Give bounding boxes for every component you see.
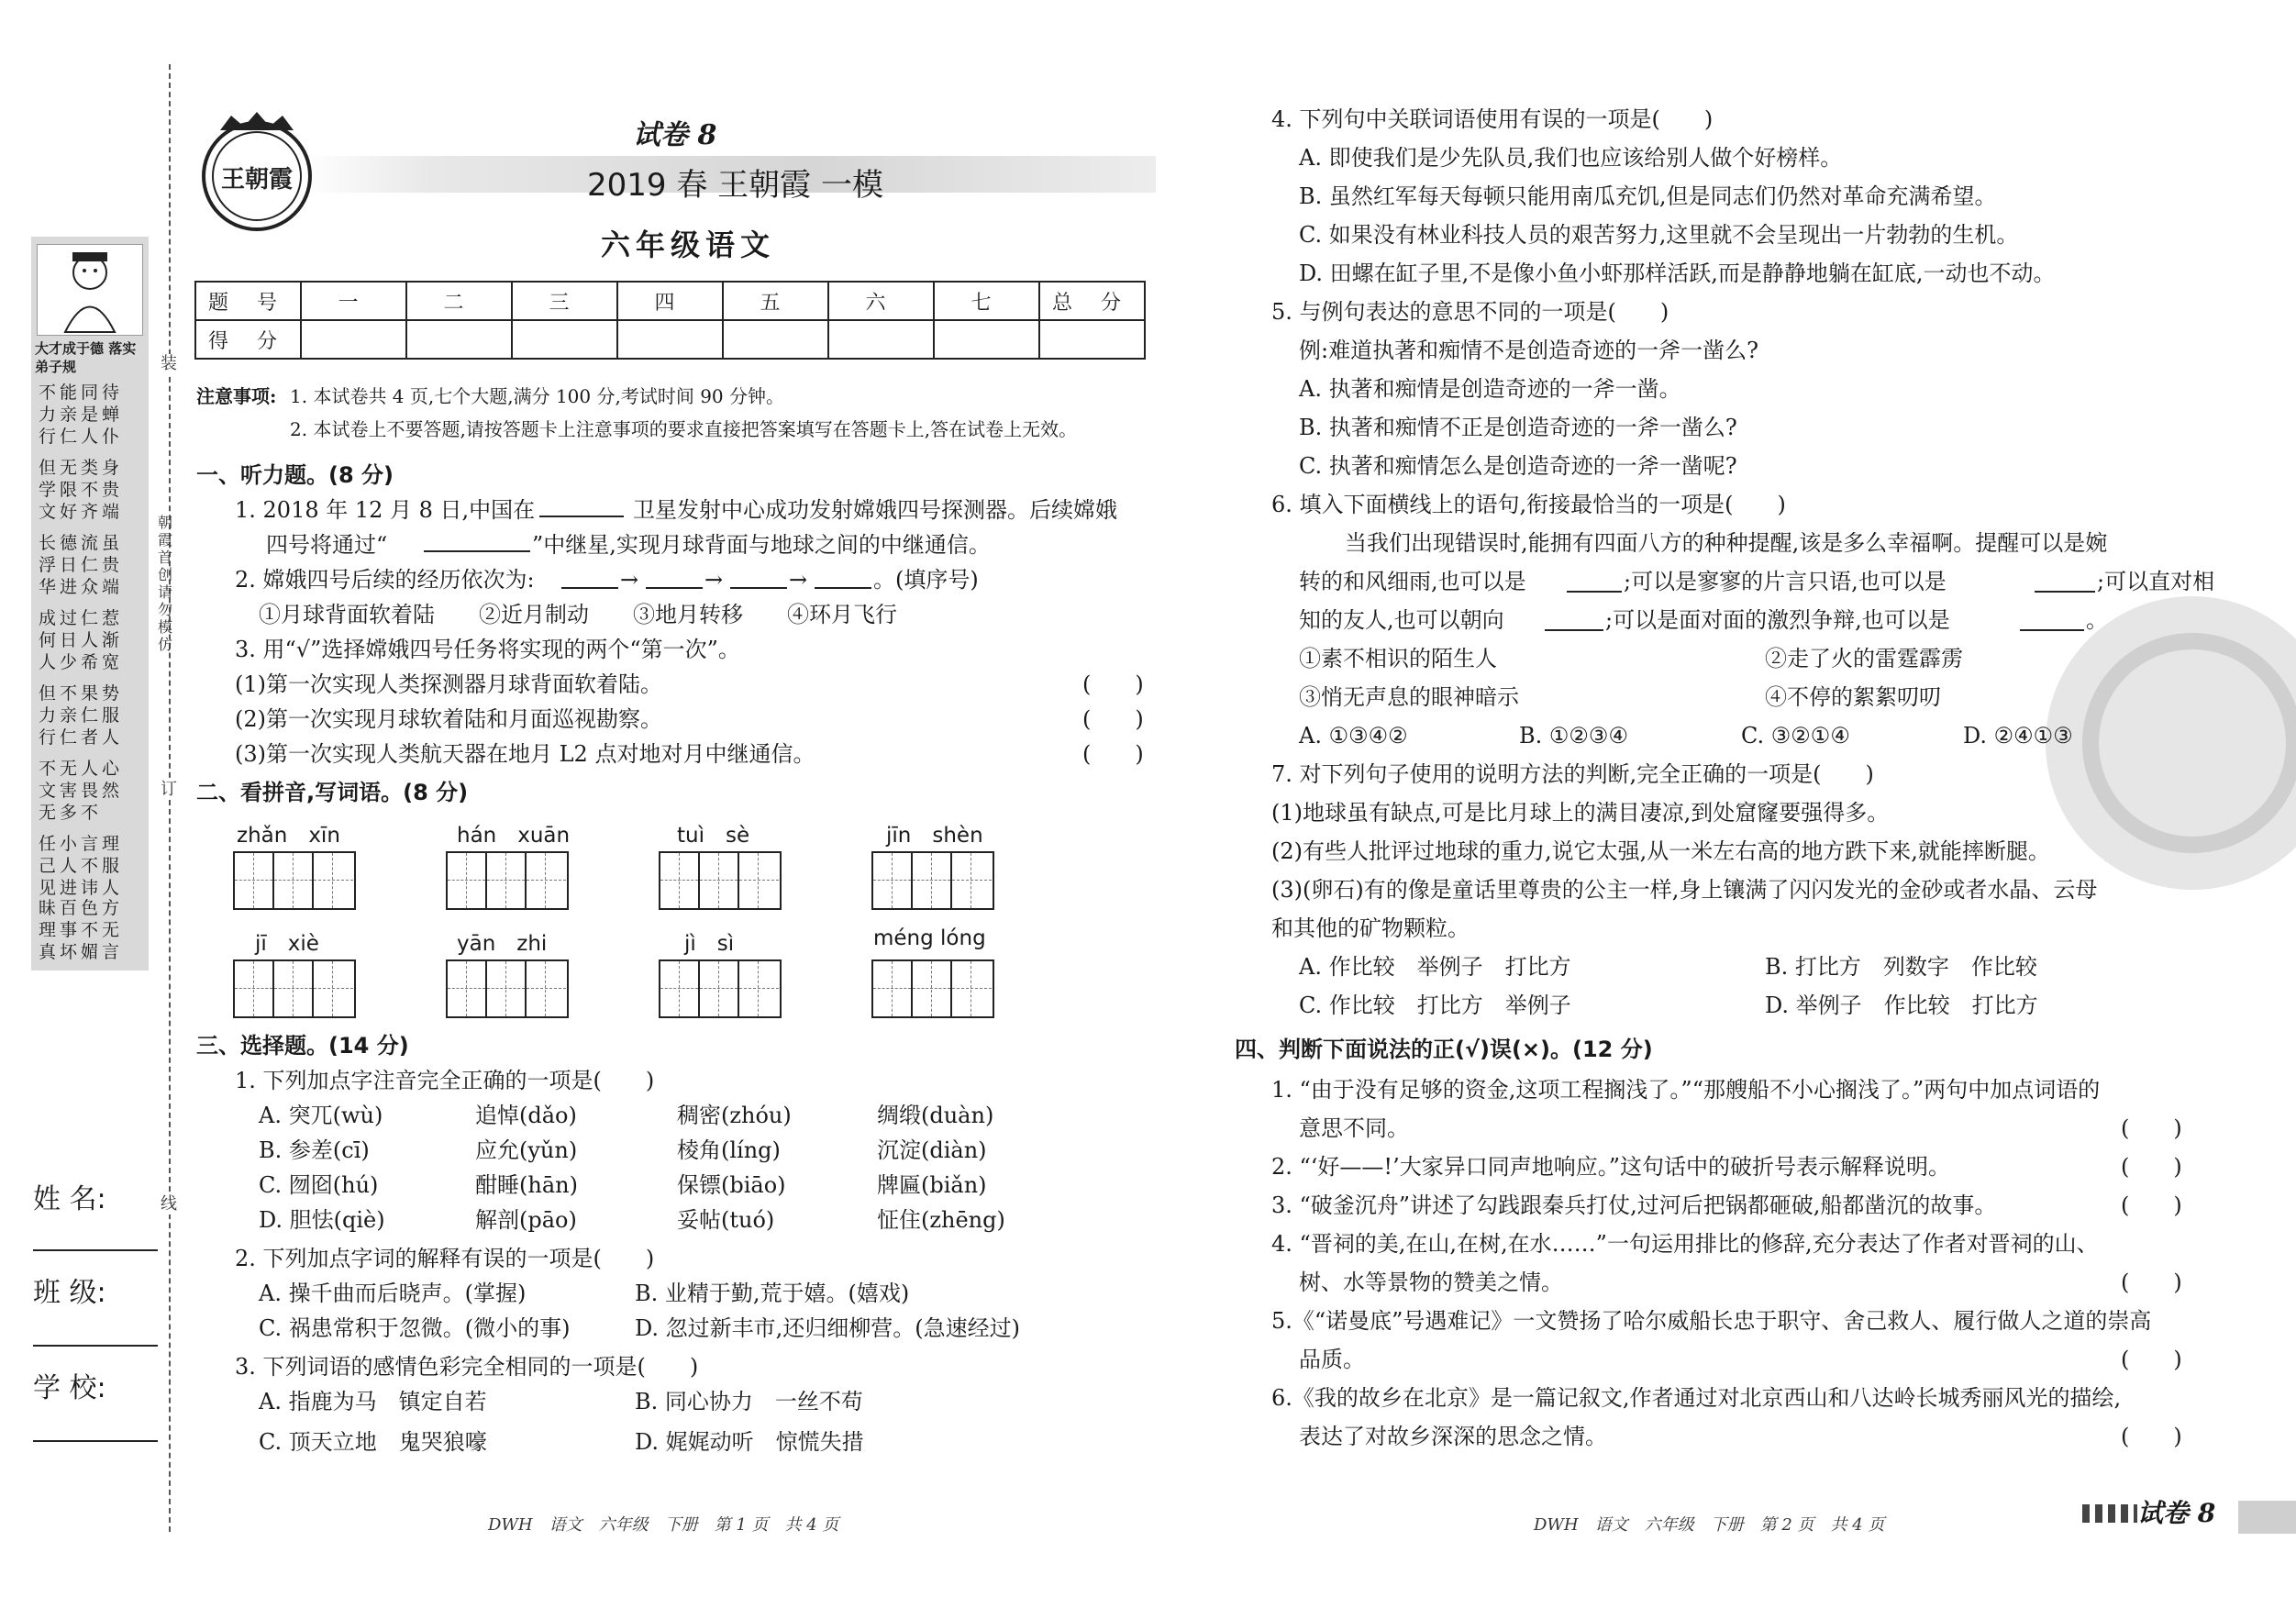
logo: [194, 110, 319, 235]
passage-text: ;可以是寥寥的片言只语,也可以是: [1624, 569, 1947, 594]
pinyin-label: zhǎn xīn: [237, 824, 340, 848]
subject-title: 六年级语文: [600, 227, 775, 262]
motto-group: 长德流虽 浮日仁贵 华进众端: [39, 533, 124, 597]
choice: D. ②④①③: [1963, 723, 2073, 749]
pinyin-label: jīn shèn: [886, 824, 983, 848]
passage-text: 转的和风细雨,也可以是: [1299, 569, 1526, 594]
corner-decoration: [2082, 1504, 2137, 1523]
answer-blank[interactable]: [1567, 591, 1622, 593]
score-input[interactable]: [828, 320, 934, 359]
option: C. 囫囵(hú): [259, 1172, 379, 1198]
answer-blank[interactable]: [2020, 629, 2084, 631]
question-text: 四号将通过“: [266, 532, 388, 558]
score-value-row: [195, 320, 1145, 359]
choice: B. 打比方 列数字 作比较: [1765, 954, 2037, 980]
statement: 5.《“诺曼底”号遇难记》一文赞扬了哈尔威船长忠于职守、舍己救人、履行做人之道的崇高: [1271, 1308, 2152, 1334]
option: ④不停的絮絮叨叨: [1765, 684, 1941, 710]
class-label: 班 级:: [33, 1277, 106, 1309]
option: B. 同心协力 一丝不苟: [635, 1389, 863, 1414]
option: A. 执著和痴情是创造奇迹的一斧一凿。: [1299, 376, 1681, 402]
answer-paren[interactable]: ( ): [2121, 1347, 2182, 1372]
side-note: 朝霞首创 请勿模仿: [158, 514, 173, 653]
section-title: 四、判断下面说法的正(√)误(×)。(12 分): [1235, 1037, 1653, 1062]
question-text: ”中继星,实现月球背面与地球之间的中继通信。: [532, 532, 991, 558]
page-footer: DWH 语文 六年级 下册 第 1 页 共 4 页: [488, 1515, 839, 1535]
school-label: 学 校:: [33, 1372, 106, 1404]
check-item: (3)第一次实现人类航天器在地月 L2 点对地对月中继通信。: [235, 741, 815, 767]
option: C. 执著和痴情怎么是创造奇迹的一斧一凿呢?: [1299, 453, 1737, 479]
writing-grid[interactable]: [659, 851, 782, 910]
motto-group: 不无人心 文害畏然 无多不: [39, 759, 124, 823]
answer-blank[interactable]: [424, 550, 530, 552]
question-text: 卫星发射中心成功发射嫦娥四号探测器。后续嫦娥: [633, 497, 1117, 523]
passage-text: ;可以直对相: [2097, 569, 2215, 594]
statement: 6.《我的故乡在北京》是一篇记叙文,作者通过对北京西山和八达岭长城秀丽风光的描绘,: [1271, 1385, 2122, 1411]
passage-text: ;可以是面对面的激烈争辩,也可以是: [1605, 607, 1950, 633]
score-cell: 题 号: [195, 282, 301, 320]
question-text: 6. 填入下面横线上的语句,衔接最恰当的一项是( ): [1271, 492, 1786, 517]
motto-group: 任小言理 己人不服 见进讳人: [39, 834, 124, 898]
option: 解剖(pāo): [475, 1207, 577, 1233]
option: 怔住(zhēng): [877, 1207, 1005, 1233]
option: 保镖(biāo): [677, 1172, 786, 1198]
option: 妥帖(tuó): [677, 1207, 775, 1233]
binding-strip: [0, 0, 177, 1597]
section-title: 一、听力题。(8 分): [196, 462, 394, 488]
option: 酣睡(hān): [475, 1172, 578, 1198]
writing-grid[interactable]: [871, 959, 994, 1018]
option: 牌匾(biǎn): [877, 1172, 987, 1198]
score-table: [194, 281, 1146, 360]
option: B. 参差(cī): [259, 1137, 370, 1163]
answer-blank[interactable]: [561, 587, 618, 589]
choice: C. 作比较 打比方 举例子: [1299, 993, 1571, 1018]
answer-blank[interactable]: [646, 587, 703, 589]
paper-number: 试卷 8: [633, 119, 717, 151]
pinyin-label: jì sì: [684, 932, 735, 956]
question-text: 3. 下列词语的感情色彩完全相同的一项是( ): [235, 1354, 699, 1380]
choice: B. ①②③④: [1519, 723, 1628, 749]
score-input[interactable]: [406, 320, 512, 359]
motto-group: 成过仁惹 何日人渐 人少希宽: [39, 608, 124, 672]
pinyin-label: hán xuān: [457, 824, 571, 848]
option: A. 突兀(wù): [259, 1103, 383, 1128]
option: D. 忽过新丰市,还归细柳营。(急速经过): [635, 1315, 1020, 1341]
question-text: 2. 嫦娥四号后续的经历依次为:: [235, 567, 535, 593]
statement: 表达了对故乡深深的思念之情。: [1299, 1424, 1607, 1449]
statement: (3)(卵石)有的像是童话里尊贵的公主一样,身上镶满了闪闪发光的金砂或者水晶、云母: [1271, 877, 2098, 903]
motto-panel: [31, 237, 149, 970]
statement: 品质。: [1299, 1347, 1365, 1372]
answer-paren[interactable]: ( ): [2121, 1270, 2182, 1295]
option: D. 娓娓动听 惊慌失措: [635, 1429, 864, 1455]
cut-mark: 装: [158, 354, 180, 374]
section-title: 三、选择题。(14 分): [196, 1033, 409, 1059]
option: ②走了火的雷霆霹雳: [1765, 646, 1963, 671]
question-text: 。(填序号): [873, 567, 979, 593]
writing-grid[interactable]: [233, 851, 356, 910]
statement: 1. “由于没有足够的资金,这项工程搁浅了。”“那艘船不小心搁浅了。”两句中加点词语的: [1271, 1077, 2101, 1103]
writing-grid[interactable]: [446, 851, 569, 910]
score-input[interactable]: [617, 320, 723, 359]
answer-blank[interactable]: [1545, 629, 1603, 631]
option: C. 祸患常积于忽微。(微小的事): [259, 1315, 571, 1341]
option: A. 即使我们是少先队员,我们也应该给别人做个好榜样。: [1299, 145, 1843, 171]
score-cell: 七: [934, 282, 1039, 320]
notes-line: 2. 本试卷上不要答题,请按答题卡上注意事项的要求直接把答案填写在答题卡上,答在试卷上无效。: [290, 418, 1078, 440]
name-label: 姓 名:: [33, 1183, 106, 1215]
score-cell: 四: [617, 282, 723, 320]
arrow-icon: →: [620, 567, 639, 593]
answer-paren[interactable]: ( ): [2121, 1115, 2182, 1141]
question-text: 5. 与例句表达的意思不同的一项是( ): [1271, 299, 1669, 325]
answer-blank[interactable]: [730, 587, 787, 589]
section-title: 二、看拼音,写词语。(8 分): [196, 780, 469, 805]
school-field[interactable]: [33, 1440, 158, 1442]
writing-grid[interactable]: [659, 959, 782, 1018]
option: B. 执著和痴情不正是创造奇迹的一斧一凿么?: [1299, 415, 1737, 440]
passage-text: 。: [2086, 607, 2108, 633]
class-field[interactable]: [33, 1345, 158, 1347]
check-item: (1)第一次实现人类探测器月球背面软着陆。: [235, 671, 662, 697]
pinyin-label: tuì sè: [677, 824, 750, 848]
corner-decoration: [2238, 1501, 2296, 1534]
corner-paper-tag: 试卷 8: [2137, 1498, 2216, 1528]
cartoon-figure-image: [37, 244, 143, 336]
option: C. 顶天立地 鬼哭狼嚎: [259, 1429, 487, 1455]
answer-paren[interactable]: ( ): [2121, 1424, 2182, 1449]
option: 应允(yǔn): [475, 1137, 578, 1163]
example-text: 例:难道执著和痴情不是创造奇迹的一斧一凿么?: [1299, 338, 1758, 363]
option: 稠密(zhóu): [677, 1103, 792, 1128]
option: B. 虽然红军每天每顿只能用南瓜充饥,但是同志们仍然对革命充满希望。: [1299, 183, 1997, 209]
answer-paren[interactable]: ( ): [1082, 706, 1144, 732]
answer-paren[interactable]: ( ): [2121, 1192, 2182, 1218]
pinyin-label: méng lóng: [873, 926, 986, 950]
option: 棱角(líng): [677, 1137, 781, 1163]
answer-blank[interactable]: [539, 516, 624, 517]
score-header-row: [195, 282, 1145, 320]
statement: 树、水等景物的赞美之情。: [1299, 1270, 1563, 1295]
option: 绸缎(duàn): [877, 1103, 994, 1128]
name-field[interactable]: [33, 1249, 158, 1251]
score-input[interactable]: [512, 320, 617, 359]
answer-paren[interactable]: ( ): [2121, 1154, 2182, 1180]
option: ③悄无声息的眼神暗示: [1299, 684, 1519, 710]
answer-blank[interactable]: [2035, 591, 2095, 593]
svg-text:王朝霞: 王朝霞: [220, 166, 294, 194]
option: A. 操千曲而后晓声。(掌握): [259, 1281, 527, 1306]
statement: 4. “晋祠的美,在山,在树,在水……”一句运用排比的修辞,充分表达了作者对晋祠的山、: [1271, 1231, 2099, 1257]
motto-top-text: 大才成于德 落实弟子规: [35, 340, 137, 375]
score-cell: 三: [512, 282, 617, 320]
score-cell: 总 分: [1039, 282, 1145, 320]
answer-blank[interactable]: [815, 587, 871, 589]
writing-grid[interactable]: [446, 959, 569, 1018]
pinyin-label: yān zhi: [457, 932, 548, 956]
option: D. 田螺在缸子里,不是像小鱼小虾那样活跃,而是静静地躺在缸底,一动也不动。: [1299, 261, 2056, 286]
writing-grid[interactable]: [233, 959, 356, 1018]
score-cell: 五: [723, 282, 828, 320]
option: 沉淀(diàn): [877, 1137, 987, 1163]
score-input[interactable]: [1039, 320, 1145, 359]
motto-group: 昧百色方 理事不无 真坏媚言: [39, 898, 124, 962]
motto-group: 不能同待 力亲是蝉 行仁人仆: [39, 383, 124, 447]
passage-text: 知的友人,也可以朝向: [1299, 607, 1504, 633]
statement: (2)有些人批评过地球的重力,说它太强,从一米左右高的地方跌下来,就能摔断腿。: [1271, 838, 2050, 864]
statement: (1)地球虽有缺点,可是比月球上的满目凄凉,到处窟窿要强得多。: [1271, 800, 1890, 826]
score-input[interactable]: [723, 320, 828, 359]
score-row-label: 得 分: [195, 320, 301, 359]
statement: 意思不同。: [1299, 1115, 1409, 1141]
seal-watermark: [2046, 596, 2296, 890]
option: 追悼(dǎo): [475, 1103, 577, 1128]
cut-mark: 订: [158, 780, 180, 800]
choice: A. 作比较 举例子 打比方: [1299, 954, 1571, 980]
page-footer: DWH 语文 六年级 下册 第 2 页 共 4 页: [1534, 1515, 1885, 1535]
notes-label: 注意事项:: [196, 385, 277, 407]
exam-title: 2019 春 王朝霞 一模: [587, 167, 883, 204]
check-item: (2)第一次实现月球软着陆和月面巡视勘察。: [235, 706, 662, 732]
motto-group: 但不果势 力亲仁服 行仁者人: [39, 683, 124, 748]
arrow-icon: →: [789, 567, 808, 593]
arrow-icon: →: [704, 567, 724, 593]
question-text: 1. 下列加点字注音完全正确的一项是( ): [235, 1068, 655, 1093]
option: ①素不相识的陌生人: [1299, 646, 1497, 671]
writing-grid[interactable]: [871, 851, 994, 910]
option: B. 业精于勤,荒于嬉。(嬉戏): [635, 1281, 910, 1306]
options: ①月球背面软着陆 ②近月制动 ③地月转移 ④环月飞行: [259, 602, 897, 627]
cut-mark: 线: [158, 1194, 180, 1214]
answer-paren[interactable]: ( ): [1082, 671, 1144, 697]
option: C. 如果没有林业科技人员的艰苦努力,这里就不会呈现出一片勃勃的生机。: [1299, 222, 2019, 248]
choice: C. ③②①④: [1741, 723, 1850, 749]
question-text: 2. 下列加点字词的解释有误的一项是( ): [235, 1246, 655, 1271]
score-cell: 六: [828, 282, 934, 320]
statement: 2. “‘好——!’大家异口同声地响应。”这句话中的破折号表示解释说明。: [1271, 1154, 1950, 1180]
choice: D. 举例子 作比较 打比方: [1765, 993, 2038, 1018]
score-input[interactable]: [301, 320, 406, 359]
option: D. 胆怯(qiè): [259, 1207, 385, 1233]
pinyin-label: jī xiè: [255, 932, 319, 956]
question-text: 3. 用“√”选择嫦娥四号任务将实现的两个“第一次”。: [235, 637, 740, 662]
score-cell: 一: [301, 282, 406, 320]
answer-paren[interactable]: ( ): [1082, 741, 1144, 767]
question-text: 1. 2018 年 12 月 8 日,中国在: [235, 497, 536, 523]
notes-line: 1. 本试卷共 4 页,七个大题,满分 100 分,考试时间 90 分钟。: [290, 385, 785, 407]
question-text: 7. 对下列句子使用的说明方法的判断,完全正确的一项是( ): [1271, 761, 1874, 787]
question-text: 4. 下列句中关联词语使用有误的一项是( ): [1271, 106, 1714, 132]
passage-text: 当我们出现错误时,能拥有四面八方的种种提醒,该是多么幸福啊。提醒可以是婉: [1345, 530, 2108, 556]
score-cell: 二: [406, 282, 512, 320]
statement: 和其他的矿物颗粒。: [1271, 915, 1470, 941]
score-input[interactable]: [934, 320, 1039, 359]
statement: 3. “破釜沉舟”讲述了勾践跟秦兵打仗,过河后把锅都砸破,船都凿沉的故事。: [1271, 1192, 1997, 1218]
motto-group: 但无类身 学限不贵 文好齐端: [39, 458, 124, 522]
option: A. 指鹿为马 镇定自若: [259, 1389, 487, 1414]
choice: A. ①③④②: [1299, 723, 1408, 749]
